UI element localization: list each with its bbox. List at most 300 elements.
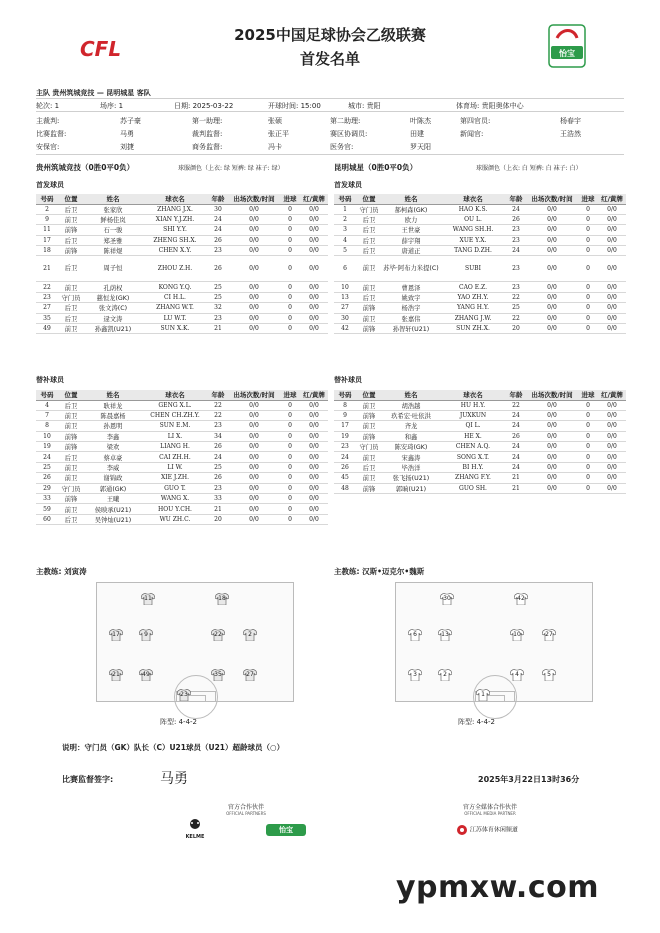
player-cell: 0 [280,410,300,420]
player-cell: 0/0 [526,303,578,313]
table-header-row [334,194,626,204]
player-cell: 24 [208,225,228,235]
player-cell: 24 [506,421,526,431]
player-shirt-icon [510,669,524,681]
player-cell: 0/0 [300,514,328,524]
player-cell: 0/0 [300,431,328,441]
player-row [36,431,328,441]
player-cell: 0/0 [228,400,280,410]
player-cell: 0/0 [300,256,328,282]
player-cell: 0 [578,473,598,483]
player-cell: 24 [506,410,526,420]
column-header: 球衣名 [142,390,208,400]
player-cell: 23 [36,292,58,302]
player-cell: 前卫 [356,282,382,292]
player-cell: 后卫 [58,256,84,282]
home-formation-pitch [96,582,294,702]
player-cell: 前锋 [58,431,84,441]
page-title: 2025中国足球协会乙级联赛 [234,26,426,44]
player-cell: 25 [506,303,526,313]
official-name: 罗天阳 [410,143,431,151]
player-cell: 张飞扬(U21) [382,473,440,483]
column-header: 姓名 [84,194,142,204]
player-cell: 0/0 [526,410,578,420]
player-cell: 10 [334,282,356,292]
column-header: 球衣名 [142,194,208,204]
page-subtitle: 首发名单 [299,50,360,68]
shirt-number: 10 [513,631,521,638]
player-cell: 0 [280,400,300,410]
official-label: 比赛监督: [36,130,67,138]
player-cell: 1 [334,204,356,214]
shirt-number: 17 [112,631,120,638]
player-cell: 24 [506,204,526,214]
player-cell: 前锋 [356,431,382,441]
player-cell: 23 [208,421,228,431]
supervisor-signature: 马勇 [160,771,188,787]
round: 轮次: 1 [36,102,60,110]
player-cell: LU W.T. [142,313,208,323]
player-row [36,400,328,410]
stadium: 体育场: 贵阳奥体中心 [456,102,524,110]
player-cell: 22 [208,410,228,420]
watermark: ypmxw.com [396,870,599,905]
player-cell: 胡浩越 [382,400,440,410]
player-cell: 30 [334,313,356,323]
player-row [36,483,328,493]
jiangsu-tv-logo: 江苏体育休闲频道 [456,824,546,838]
player-cell: 0/0 [598,235,626,245]
player-shirt-icon [211,669,225,681]
player-shirt-icon [542,629,556,641]
home-starters-label: 首发球员 [36,181,64,189]
player-cell: 0/0 [228,421,280,431]
player-row [334,442,626,452]
teams-line: 主队 贵州筑城竞技 — 昆明城星 客队 [36,89,151,97]
player-cell: 0/0 [598,410,626,420]
column-header: 位置 [356,390,382,400]
column-header: 号码 [36,194,58,204]
player-cell: 0/0 [300,504,328,514]
player-cell: 0 [578,452,598,462]
player-cell: 27 [36,303,58,313]
player-cell: 李鑫 [84,431,142,441]
player-cell: CHEN X.Y. [142,246,208,256]
column-header: 姓名 [382,390,440,400]
player-cell: 后卫 [58,204,84,214]
player-cell: 0/0 [300,282,328,292]
player-cell: 陈安琦(GK) [382,442,440,452]
player-cell: 后卫 [356,214,382,224]
player-cell: 60 [36,514,58,524]
column-header: 出场次数/时间 [228,390,280,400]
player-cell: 33 [208,494,228,504]
player-cell: 0 [280,431,300,441]
shirt-number: 27 [545,631,553,638]
player-cell: 郭通(GK) [84,483,142,493]
player-cell: 前卫 [58,504,84,514]
player-cell: 后卫 [356,462,382,472]
player-cell: 0/0 [228,483,280,493]
player-cell: 0 [578,324,598,334]
player-cell: 张家欣 [84,204,142,214]
player-shirt-icon [510,629,524,641]
player-cell: QI L. [440,421,506,431]
player-cell: 0/0 [228,504,280,514]
player-cell: 后卫 [58,303,84,313]
player-cell: 0/0 [526,204,578,214]
player-cell: 0/0 [300,204,328,214]
player-cell: 20 [208,514,228,524]
player-cell: 49 [36,324,58,334]
player-cell: 0/0 [228,452,280,462]
player-row [334,282,626,292]
official-name: 刘捷 [120,143,134,151]
player-cell: SUBI [440,256,506,282]
table-header-row [36,194,328,204]
player-cell: ZHOU Z.H. [142,256,208,282]
player-cell: 孙鑫凯(U21) [84,324,142,334]
away-starters-label: 首发球员 [334,181,362,189]
player-cell: 陈晨嘉杨 [84,410,142,420]
player-cell: 0/0 [526,256,578,282]
player-cell: 25 [36,462,58,472]
player-cell: YAO ZH.Y. [440,292,506,302]
column-header: 球衣名 [440,194,506,204]
player-shirt-icon [215,593,229,605]
official-name: 王浩然 [560,130,581,138]
player-cell: 守门员 [356,204,382,214]
player-cell: 侯映承(U21) [84,504,142,514]
player-row [36,214,328,224]
player-cell: 0/0 [598,204,626,214]
player-cell: 前卫 [58,421,84,431]
official-label: 安保官: [36,143,60,151]
column-header: 球衣名 [440,390,506,400]
player-shirt-icon [177,689,191,701]
column-header: 号码 [334,390,356,400]
player-cell: 19 [36,442,58,452]
player-cell: 0/0 [526,292,578,302]
player-cell: 22 [36,282,58,292]
player-cell: 33 [36,494,58,504]
partners-right-sub: OFFICIAL MEDIA PARTNER [464,811,516,816]
svg-text:怡宝: 怡宝 [559,49,575,58]
shirt-number: 5 [547,671,551,678]
player-cell: HOU Y.CH. [142,504,208,514]
away-team-name: 昆明城星（0胜0平0负） [334,163,418,172]
player-cell: 0/0 [300,303,328,313]
player-cell: 0/0 [300,235,328,245]
player-row [334,225,626,235]
player-cell: 后卫 [58,235,84,245]
player-cell: 0 [280,214,300,224]
player-cell: 30 [208,204,228,214]
player-cell: 后卫 [356,225,382,235]
player-row [36,313,328,323]
player-cell: 0 [578,204,598,214]
official-label: 主裁判: [36,117,60,125]
player-row [36,256,328,282]
player-cell: 前锋 [58,246,84,256]
player-cell: 0/0 [228,292,280,302]
player-row [36,292,328,302]
player-cell: 0 [280,494,300,504]
column-header: 年龄 [208,390,228,400]
player-cell: OU L. [440,214,506,224]
player-cell: 张嘉伟 [382,313,440,323]
player-cell: 前锋 [356,483,382,493]
player-cell: 姚致宇 [382,292,440,302]
player-row [334,431,626,441]
player-cell: 9 [36,214,58,224]
column-header: 进球 [578,194,598,204]
player-cell: 23 [506,256,526,282]
player-cell: 0/0 [598,452,626,462]
player-cell: 0/0 [526,483,578,493]
player-cell: 0/0 [300,225,328,235]
player-cell: GENG X.L. [142,400,208,410]
official-label: 第四官员: [460,117,491,125]
player-cell: 0/0 [228,204,280,214]
player-cell: 24 [208,214,228,224]
player-cell: CAO E.Z. [440,282,506,292]
player-cell: 5 [334,246,356,256]
player-cell: 0/0 [300,421,328,431]
home-subs-table [36,390,328,525]
column-header: 出场次数/时间 [526,390,578,400]
player-cell: 梁欢 [84,442,142,452]
player-cell: 24 [208,452,228,462]
player-cell: 0 [578,483,598,493]
player-cell: 0/0 [526,246,578,256]
player-cell: 0/0 [300,473,328,483]
column-header: 号码 [334,194,356,204]
player-cell: 毕浩洋 [382,462,440,472]
player-shirt-icon [109,629,123,641]
player-cell: ZHANG J.X. [142,204,208,214]
player-cell: 前卫 [356,452,382,462]
player-cell: 0/0 [598,473,626,483]
player-cell: 后卫 [356,246,382,256]
player-cell: 0 [578,282,598,292]
player-row [36,473,328,483]
player-cell: 22 [506,292,526,302]
player-cell: 前卫 [356,400,382,410]
player-row [334,246,626,256]
player-cell: 欧力 [382,214,440,224]
player-shirt-icon [243,629,257,641]
player-cell: HE X. [440,431,506,441]
player-cell: 23 [208,246,228,256]
away-formation: 阵型: 4-4-2 [458,718,495,726]
player-cell: WU ZH.C. [142,514,208,524]
player-cell: 前卫 [356,256,382,282]
player-cell: 0/0 [598,214,626,224]
player-cell: 前锋 [356,410,382,420]
player-cell: 0 [280,225,300,235]
column-header: 位置 [58,194,84,204]
match-date: 日期: 2025-03-22 [174,102,234,110]
shirt-number: 11 [144,595,152,602]
player-cell: CI H.L. [142,292,208,302]
player-cell: 0 [280,324,300,334]
player-cell: 逯文涛 [84,313,142,323]
player-cell: CHEN CH.ZH.Y. [142,410,208,420]
player-row [334,303,626,313]
player-cell: 35 [36,313,58,323]
player-cell: 0 [280,303,300,313]
shirt-number: 49 [142,671,150,678]
player-row [334,473,626,483]
player-cell: 22 [208,400,228,410]
player-row [36,303,328,313]
player-shirt-icon [408,669,422,681]
player-cell: 23 [506,235,526,245]
player-cell: 谢锦政 [84,473,142,483]
player-cell: 29 [36,483,58,493]
player-cell: JUXKUN [440,410,506,420]
player-row [36,204,328,214]
player-cell: 0 [280,421,300,431]
player-cell: 0 [578,431,598,441]
player-cell: 25 [208,282,228,292]
player-cell: 孔荫权 [84,282,142,292]
player-cell: SUN ZH.X. [440,324,506,334]
column-header: 姓名 [382,194,440,204]
player-cell: ZHENG SH.X. [142,235,208,245]
column-header: 红/黄牌 [300,194,328,204]
player-cell: 后卫 [58,400,84,410]
away-subs-table [334,390,626,494]
player-cell: 0/0 [300,214,328,224]
column-header: 出场次数/时间 [526,194,578,204]
away-formation-pitch [395,582,593,702]
player-row [36,504,328,514]
player-cell: 59 [36,504,58,514]
player-row [334,400,626,410]
player-cell: XIE J.ZH. [142,473,208,483]
player-cell: LI W. [142,462,208,472]
player-cell: 22 [506,313,526,323]
player-row [334,483,626,493]
player-cell: WANG X. [142,494,208,504]
player-cell: GUO SH. [440,483,506,493]
player-cell: 张文涛(C) [84,303,142,313]
player-shirt-icon [440,593,454,605]
player-cell: 0 [578,235,598,245]
player-cell: 0/0 [526,282,578,292]
official-name: 苏子豪 [120,117,141,125]
player-cell: 0/0 [228,313,280,323]
player-cell: 24 [334,452,356,462]
player-cell: 0/0 [526,313,578,323]
player-cell: 0/0 [598,256,626,282]
player-cell: 21 [208,504,228,514]
player-row [36,442,328,452]
player-cell: YANG H.Y. [440,303,506,313]
home-subs-label: 替补球员 [36,376,64,384]
player-cell: 24 [506,452,526,462]
player-cell: 0/0 [300,292,328,302]
player-cell: 0/0 [300,452,328,462]
player-cell: 蔡卓豪 [84,452,142,462]
player-row [334,235,626,245]
signed-time: 2025年3月22日13时36分 [478,775,580,784]
player-cell: 6 [334,256,356,282]
home-coach: 主教练: 刘寅涛 [36,567,87,576]
player-cell: 0/0 [300,410,328,420]
player-cell: 26 [208,235,228,245]
official-label: 第一助理: [192,117,223,125]
player-cell: 17 [334,421,356,431]
column-header: 进球 [280,194,300,204]
player-shirt-icon [542,669,556,681]
player-cell: 25 [208,292,228,302]
official-name: 叶陈杰 [410,117,431,125]
home-kit-colors: 球服颜色（上衣: 绿 短裤: 绿 袜子: 绿） [178,165,284,172]
player-cell: 郝柯森(GK) [382,204,440,214]
player-cell: 0 [280,473,300,483]
away-subs-label: 替补球员 [334,376,362,384]
player-cell: 后卫 [58,313,84,323]
player-cell: 0 [280,442,300,452]
player-cell: 王曦 [84,494,142,504]
player-cell: 0/0 [300,462,328,472]
shirt-number: 3 [413,671,417,678]
player-cell: 孙恩明 [84,421,142,431]
player-cell: 0/0 [598,313,626,323]
player-cell: 18 [36,246,58,256]
player-cell: 0/0 [300,442,328,452]
partners-right-label: 官方全媒体合作伙伴 [462,804,517,811]
player-cell: 0 [578,214,598,224]
official-name: 张正平 [268,130,289,138]
player-cell: 0/0 [228,431,280,441]
player-cell: 32 [208,303,228,313]
player-cell: 0 [280,462,300,472]
official-name: 张硕 [268,117,282,125]
player-cell: 0/0 [526,442,578,452]
player-cell: 李威 [84,462,142,472]
player-cell: 0/0 [228,442,280,452]
player-cell: 和鑫 [382,431,440,441]
column-header: 红/黄牌 [598,194,626,204]
shirt-number: 4 [515,671,519,678]
player-row [334,313,626,323]
away-kit-colors: 球服颜色（上衣: 白 短裤: 白 袜子: 白） [476,165,582,172]
column-header: 进球 [578,390,598,400]
player-cell: 0/0 [228,246,280,256]
player-cell: 0/0 [526,452,578,462]
player-cell: 3 [334,225,356,235]
player-cell: XIAN Y.J.ZH. [142,214,208,224]
player-cell: 2 [334,214,356,224]
player-cell: 0/0 [228,514,280,524]
player-shirt-icon [139,629,153,641]
player-cell: 宋鑫涛 [382,452,440,462]
player-row [334,214,626,224]
player-cell: 0 [578,256,598,282]
player-cell: WANG SH.H. [440,225,506,235]
player-cell: 前锋 [356,303,382,313]
player-cell: CAI ZH.H. [142,452,208,462]
player-cell: 0 [578,225,598,235]
player-cell: 0/0 [228,256,280,282]
player-cell: 0 [578,313,598,323]
partners-left-sub: OFFICIAL PARTNERS [226,811,266,816]
player-cell: 0/0 [598,225,626,235]
